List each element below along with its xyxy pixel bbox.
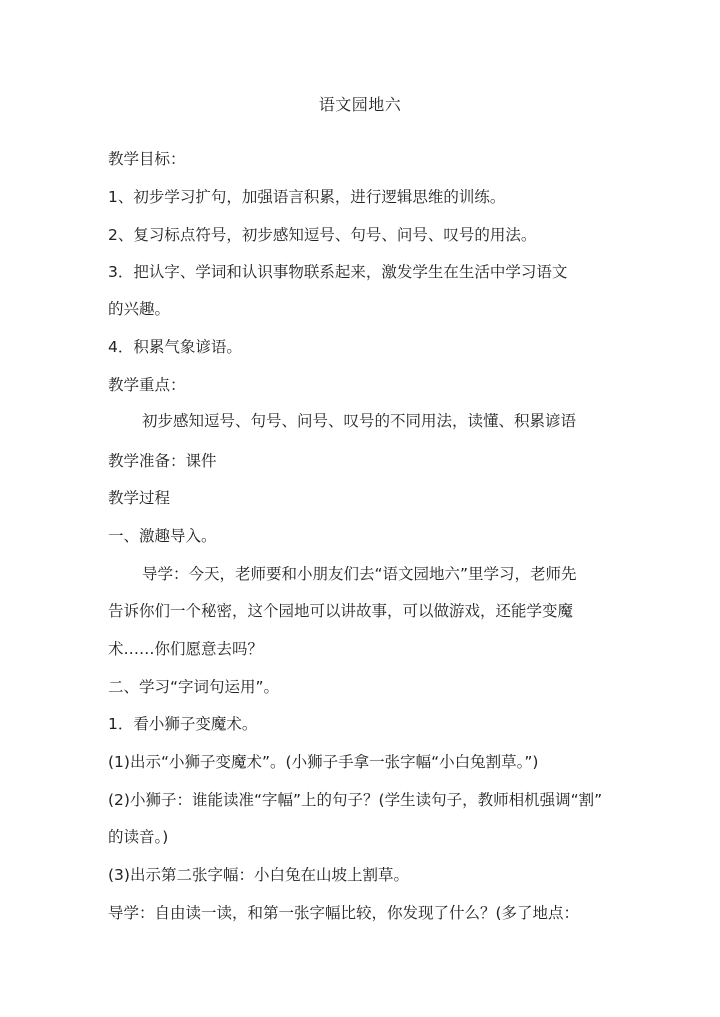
item-1: (1)出示“小狮子变魔术”。(小狮子手拿一张字幅“小白兔割草。”): [108, 753, 539, 771]
item-3: (3)出示第二张字幅：小白兔在山坡上割草。: [108, 866, 409, 884]
section-heading-key-points: 教学重点：: [108, 376, 186, 394]
section-heading-process: 教学过程: [108, 489, 171, 507]
guide-question: 导学：自由读一读，和第一张字幅比较，你发现了什么？(多了地点：: [108, 904, 580, 922]
objective-3-cont: 的兴趣。: [108, 300, 171, 318]
step-2-heading: 二、学习“字词句运用”。: [108, 678, 280, 696]
objective-4: 4．积累气象谚语。: [108, 338, 242, 356]
objective-1: 1、初步学习扩句，加强语言积累，进行逻辑思维的训练。: [108, 188, 506, 206]
objective-2: 2、复习标点符号，初步感知逗号、句号、问号、叹号的用法。: [108, 226, 537, 244]
intro-paragraph-cont-1: 告诉你们一个秘密，这个园地可以讲故事，可以做游戏，还能学变魔: [108, 602, 574, 620]
key-points-text: 初步感知逗号、句号、问号、叹号的不同用法，读懂、积累谚语: [142, 412, 577, 430]
intro-paragraph: 导学：今天，老师要和小朋友们去“语文园地六”里学习，老师先: [142, 565, 577, 583]
item-2-cont: 的读音。): [108, 828, 169, 846]
intro-paragraph-cont-2: 术……你们愿意去吗？: [108, 640, 264, 658]
document-title: 语文园地六: [318, 95, 402, 114]
item-2: (2)小狮子：谁能读准“字幅”上的句子？(学生读句子，教师相机强调“割”: [108, 791, 603, 809]
step-1-heading: 一、激趣导入。: [108, 527, 217, 545]
teaching-preparation: 教学准备：课件: [108, 452, 217, 470]
objective-3: 3．把认字、学词和认识事物联系起来，激发学生在生活中学习语文: [108, 263, 568, 281]
substep-1: 1．看小狮子变魔术。: [108, 715, 258, 733]
section-heading-objectives: 教学目标：: [108, 150, 186, 168]
